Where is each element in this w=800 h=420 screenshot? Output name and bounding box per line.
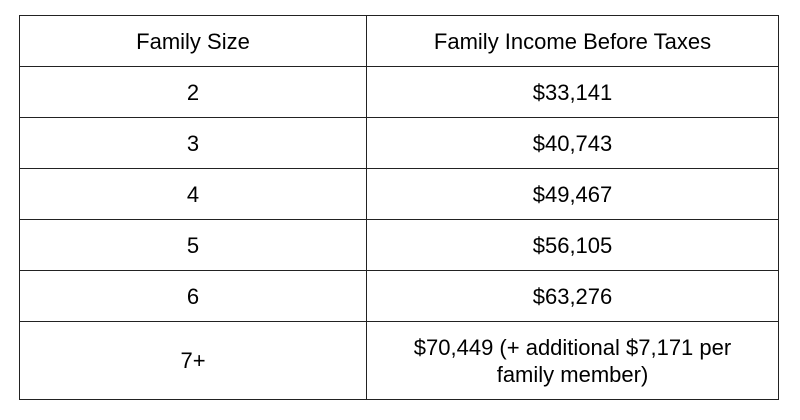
- table-row: [20, 169, 779, 220]
- income-cell: $70,449 (+ additional $7,171 per family member): [367, 322, 779, 400]
- family-size-cell: 5: [20, 220, 367, 271]
- table-header-row: [20, 16, 779, 67]
- income-cell: $40,743: [367, 118, 779, 169]
- header-family-income: Family Income Before Taxes: [367, 16, 779, 67]
- table-row: [20, 118, 779, 169]
- family-size-cell: 2: [20, 67, 367, 118]
- table-row: [20, 220, 779, 271]
- income-cell: $56,105: [367, 220, 779, 271]
- header-family-size: Family Size: [20, 16, 367, 67]
- family-size-cell: 3: [20, 118, 367, 169]
- family-size-cell: 6: [20, 271, 367, 322]
- table-row: [20, 67, 779, 118]
- income-cell: $49,467: [367, 169, 779, 220]
- family-size-cell: 7+: [20, 322, 367, 400]
- income-cell: $33,141: [367, 67, 779, 118]
- table-row: [20, 271, 779, 322]
- income-cell: $63,276: [367, 271, 779, 322]
- income-table: [19, 15, 779, 400]
- family-size-cell: 4: [20, 169, 367, 220]
- table-row: [20, 322, 779, 400]
